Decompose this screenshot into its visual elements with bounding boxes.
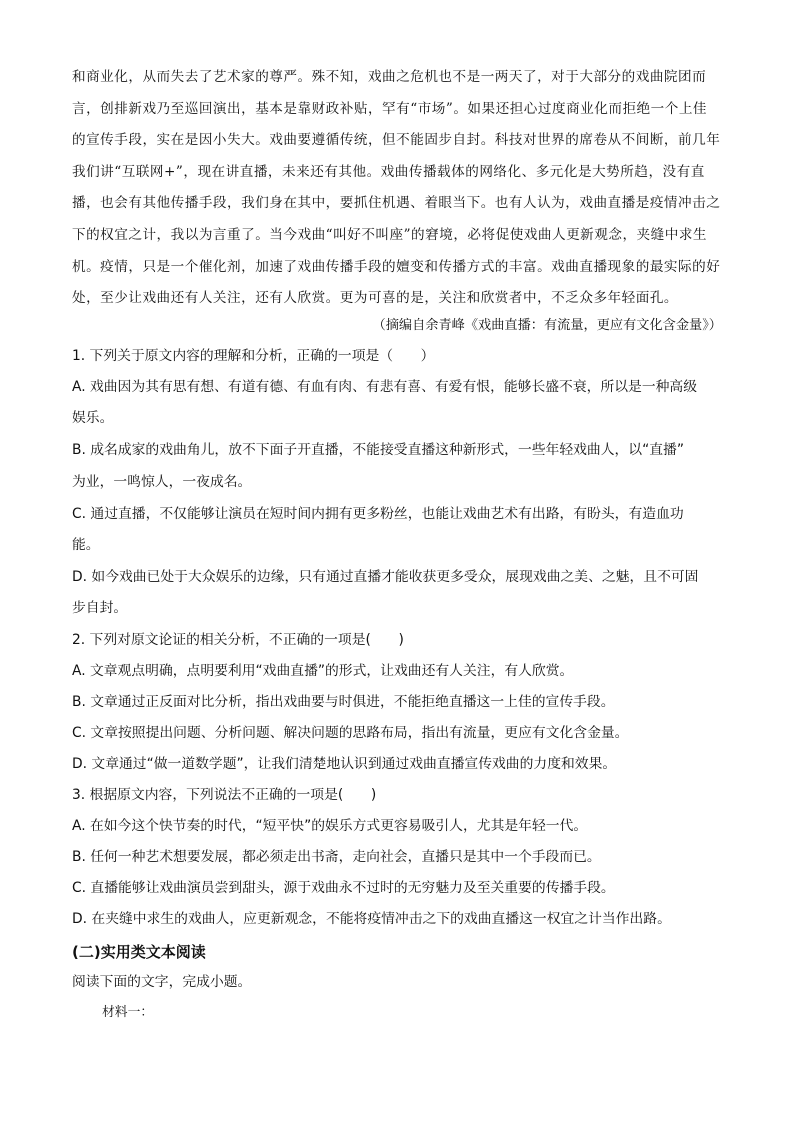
passage-line: 播，也会有其他传播手段，我们身在其中，要抓住机遇、着眼当下。也有人认为，戏曲直播是疫情冲击之 [72,195,721,212]
question-1-option-b-continued: 为业，一鸣惊人，一夜成名。 [72,474,252,490]
passage-line: 的宣传手段，实在是因小失大。戏曲要遵循传统，但不能固步自封。科技对世界的席卷从不间断，前几年 [72,132,721,149]
question-3-option-b: B. 任何一种艺术想要发展，都必须走出书斋，走向社会，直播只是其中一个手段而已。 [72,849,601,865]
question-2-option-c: C. 文章按照提出问题、分析问题、解决问题的思路布局，指出有流量，更应有文化含金量。 [72,725,629,741]
question-1-option-c-continued: 能。 [72,537,100,553]
question-3-option-c: C. 直播能够让戏曲演员尝到甜头，源于戏曲永不过时的无穷魅力及至关重要的传播手段。 [72,880,615,896]
material-label: 材料一： [102,1005,154,1020]
passage-line: 下的权宜之计，我以为言重了。当今戏曲“叫好不叫座”的窘境，必将促使戏曲人更新观念，夹缝中求生 [72,226,708,243]
passage-line: 和商业化，从而失去了艺术家的尊严。殊不知，戏曲之危机也不是一两天了，对于大部分的戏曲院团而 [72,69,707,85]
question-1-stem: 1. 下列关于原文内容的理解和分析，正确的一项是（ ） [72,348,435,364]
question-1-option-b: B. 成名成家的戏曲角儿，放不下面子开直播，不能接受直播这种新形式，一些年轻戏曲人，以“直播” [72,442,684,458]
passage-line: 我们讲“互联网+”，现在讲直播，未来还有其他。戏曲传播载体的网络化、多元化是大势所趋，没有直 [72,163,705,180]
question-1-option-c: C. 通过直播，不仅能够让演员在短时间内拥有更多粉丝，也能让戏曲艺术有出路，有盼头，有造血功 [72,506,684,522]
question-1-option-a: A. 戏曲因为其有思有想、有道有德、有血有肉、有悲有喜、有爱有恨，能够长盛不衰，所以是一种高级 [72,379,698,395]
question-1-option-a-continued: 娱乐。 [72,410,114,426]
passage-line: 处，至少让戏曲还有人关注，还有人欣赏。更为可喜的是，关注和欣赏者中，不乏众多年轻面孔。 [72,290,679,307]
question-2-option-b: B. 文章通过正反面对比分析，指出戏曲要与时俱进，不能拒绝直播这一上佳的宣传手段。 [72,694,615,710]
question-2-option-a: A. 文章观点明确，点明要利用“戏曲直播”的形式，让戏曲还有人关注，有人欣赏。 [72,663,574,679]
passage-source-citation: （摘编自余青峰《戏曲直播：有流量，更应有文化含金量》） [372,318,722,333]
passage-line: 言，创排新戏乃至巡回演出，基本是靠财政补贴，罕有“市场”。如果还担心过度商业化而拒绝一个上佳 [72,100,708,117]
question-3-stem: 3. 根据原文内容，下列说法不正确的一项是( ) [72,787,377,803]
reading-passage [72,62,728,315]
question-1-option-d-continued: 步自封。 [72,600,128,616]
section-instruction: 阅读下面的文字，完成小题。 [72,974,252,990]
question-2-stem: 2. 下列对原文论证的相关分析，不正确的一项是( ) [72,632,404,648]
question-2-option-d: D. 文章通过“做一道数学题”，让我们清楚地认识到通过戏曲直播宣传戏曲的力度和效果。 [72,756,617,772]
passage-line: 机。疫情，只是一个催化剂，加速了戏曲传播手段的嬗变和传播方式的丰富。戏曲直播现象的最实际的好 [72,258,721,275]
section-heading: (二)实用类文本阅读 [72,943,206,961]
question-3-option-a: A. 在如今这个快节奏的时代，“短平快”的娱乐方式更容易吸引人，尤其是年轻一代。 [72,818,588,834]
question-3-option-d: D. 在夹缝中求生的戏曲人，应更新观念，不能将疫情冲击之下的戏曲直播这一权宜之计当作出路。 [72,911,671,927]
question-1-option-d: D. 如今戏曲已处于大众娱乐的边缘，只有通过直播才能收获更多受众，展现戏曲之美、之魅，且不可固 [72,569,699,585]
